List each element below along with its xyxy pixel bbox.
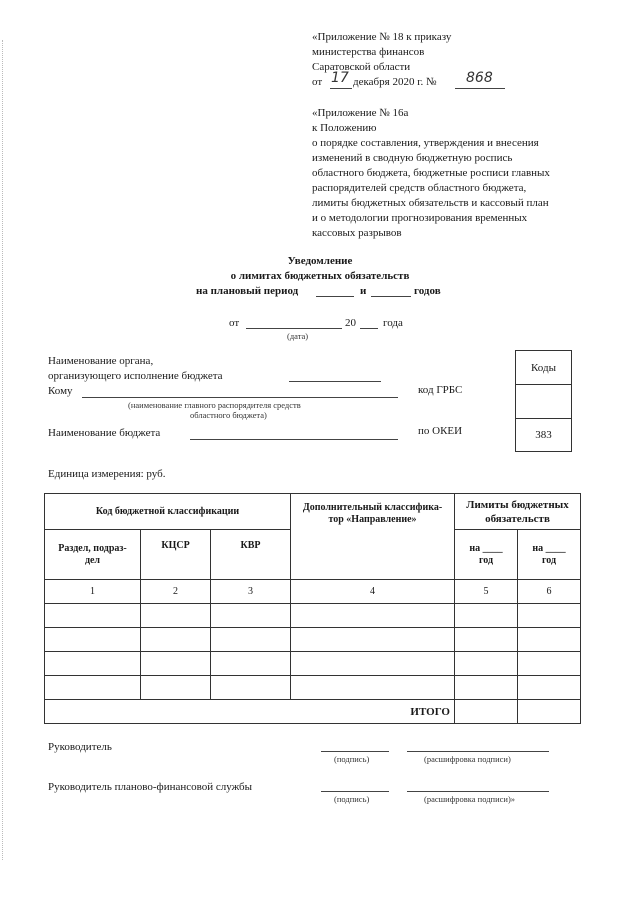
col-number: 6: [518, 580, 581, 604]
okei-label: по ОКЕИ: [418, 425, 463, 437]
col-number: 3: [211, 580, 291, 604]
table-row: [45, 604, 581, 628]
col-year2-line: на ____: [532, 542, 566, 554]
code-grbs-label: код ГРБС: [418, 384, 463, 396]
head-extra: [291, 494, 455, 580]
header-date-rest: декабря 2020 г. №: [353, 76, 437, 88]
table-row: [45, 628, 581, 652]
col-year1-line: на ____: [469, 542, 503, 554]
col-number: 5: [455, 580, 518, 604]
title-blank: [316, 296, 354, 297]
col-year1: [455, 530, 518, 580]
order-number-handwritten: 868: [466, 70, 493, 86]
col-section-line: Раздел, подраз-: [58, 542, 127, 554]
title-line: на плановый период: [196, 285, 299, 297]
total-year2: [518, 700, 581, 724]
finance-decode-line: [407, 791, 549, 792]
title-line: и: [360, 285, 367, 297]
to-label: Кому: [48, 385, 73, 397]
org-name-line: [289, 381, 381, 382]
attachment-line: областного бюджета, бюджетные росписи главных: [312, 167, 550, 179]
col-year2-line: год: [541, 554, 557, 566]
table-row: [45, 652, 581, 676]
head-extra-line: Дополнительный классифика-: [302, 502, 443, 513]
header-date-prefix: от: [312, 76, 323, 88]
attachment-line: распорядителей средств областного бюджета,: [312, 182, 527, 194]
decode-caption: (расшифровка подписи)»: [424, 794, 516, 804]
header-line: министерства финансов: [312, 46, 425, 58]
table-row: [45, 676, 581, 700]
col-number: 4: [291, 580, 455, 604]
head-sign-line: [321, 751, 389, 752]
date-day-handwritten: 17: [331, 70, 349, 86]
budget-name-label: Наименование бюджета: [48, 427, 161, 439]
codes-okei-value: 383: [535, 429, 552, 441]
codes-grbs-value: [516, 385, 571, 419]
title-line: о лимитах бюджетных обязательств: [230, 270, 410, 282]
org-name-label: организующего исполнение бюджета: [48, 370, 223, 382]
header-line: «Приложение № 18 к приказу: [312, 31, 452, 43]
date-blank: [246, 328, 342, 329]
attachment-line: лимиты бюджетных обязательств и кассовый план: [312, 197, 549, 209]
title-blank: [371, 296, 411, 297]
col-year1-line: год: [478, 554, 494, 566]
to-line: [82, 397, 398, 398]
date-prefix: от: [229, 317, 240, 329]
codes-header: Коды: [516, 351, 571, 385]
head-limits: [455, 494, 581, 530]
attachment-line: к Положению: [312, 122, 377, 134]
scan-edge: [2, 40, 4, 860]
header-line: Саратовской области: [312, 61, 411, 73]
col-number: 1: [45, 580, 141, 604]
finance-signature-label: Руководитель планово-финансовой службы: [48, 781, 253, 793]
head-signature-label: Руководитель: [48, 741, 112, 753]
col-kcsr: КЦСР: [141, 530, 211, 580]
decode-caption: (расшифровка подписи): [424, 754, 511, 764]
head-limits-line: обязательств: [485, 512, 550, 525]
attachment-line: и о методологии прогнозирования временных: [312, 212, 528, 224]
col-section: [45, 530, 141, 580]
unit-label: Единица измерения: руб.: [48, 468, 166, 480]
total-year1: [455, 700, 518, 724]
attachment-line: кассовых разрывов: [312, 227, 402, 239]
date-year-prefix: 20: [345, 317, 356, 329]
col-number: 2: [141, 580, 211, 604]
head-decode-line: [407, 751, 549, 752]
order-number-line: [455, 88, 505, 89]
date-caption: (дата): [287, 331, 309, 341]
finance-sign-line: [321, 791, 389, 792]
head-extra-line: тор «Направление»: [328, 514, 417, 525]
to-caption: областного бюджета): [190, 410, 267, 420]
date-year-blank: [360, 328, 378, 329]
attachment-line: изменений в сводную бюджетную роспись: [312, 152, 513, 164]
org-name-label: Наименование органа,: [48, 355, 154, 367]
codes-box: [515, 350, 572, 452]
title-line: годов: [414, 285, 441, 297]
col-section-line: дел: [84, 554, 101, 566]
head-classification: Код бюджетной классификации: [45, 494, 291, 530]
budget-name-line: [190, 439, 398, 440]
date-suffix: года: [383, 317, 403, 329]
attachment-line: о порядке составления, утверждения и внесения: [312, 137, 539, 149]
head-limits-line: Лимиты бюджетных: [466, 498, 569, 511]
to-caption: (наименование главного распорядителя средств: [128, 400, 301, 410]
total-label: ИТОГО: [45, 700, 455, 724]
title-line: Уведомление: [287, 255, 353, 267]
col-kvr: КВР: [211, 530, 291, 580]
attachment-line: «Приложение № 16а: [312, 107, 409, 119]
limits-table: [44, 493, 581, 724]
col-year2: [518, 530, 581, 580]
sign-caption: (подпись): [334, 754, 370, 764]
sign-caption: (подпись): [334, 794, 370, 804]
date-day-line: [330, 88, 352, 89]
